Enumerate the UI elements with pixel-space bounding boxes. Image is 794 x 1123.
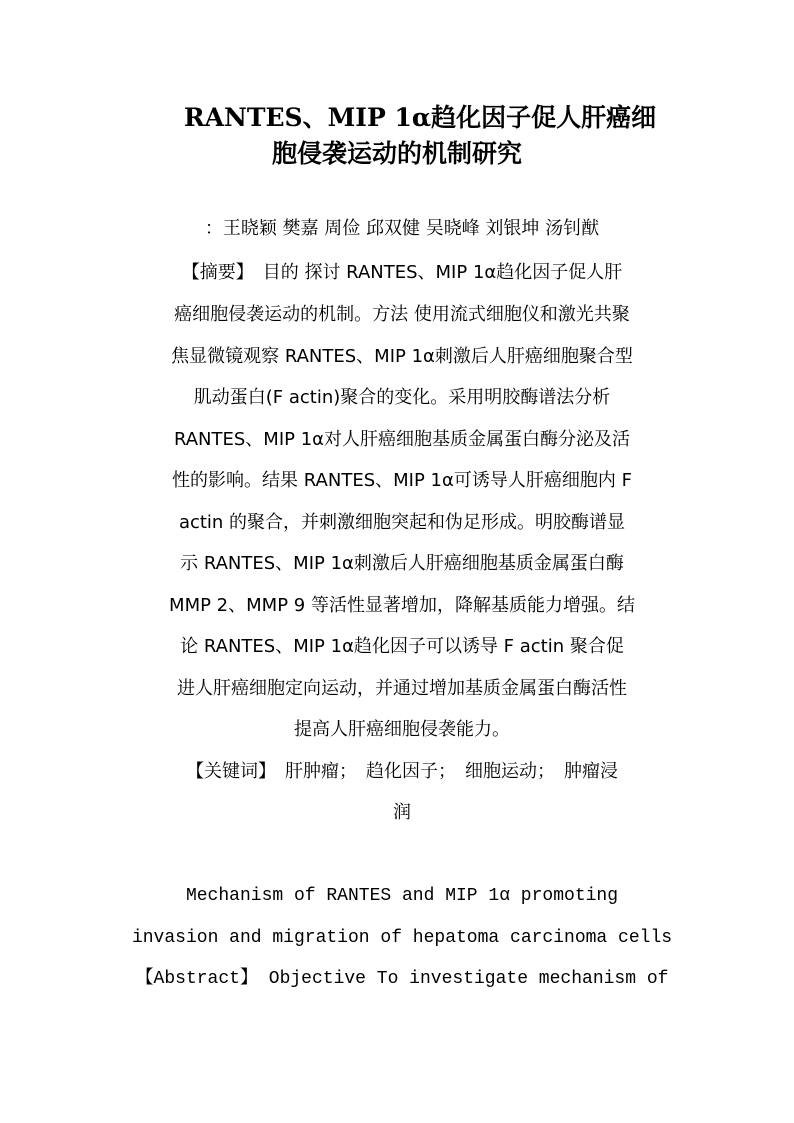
abstract-line: 性的影响。结果 RANTES、MIP 1α可诱导人肝癌细胞内 F (172, 470, 632, 491)
abstract-line: 提高人肝癌细胞侵袭能力。 (294, 719, 510, 740)
abstract-line: 焦显微镜观察 RANTES、MIP 1α刺激后人肝癌细胞聚合型 (171, 346, 633, 367)
document-title-line-2: 胞侵袭运动的机制研究 (271, 139, 522, 168)
abstract-line: 进人肝癌细胞定向运动，并通过增加基质金属蛋白酶活性 (177, 678, 627, 699)
document-title-line-1: RANTES、MIP 1α趋化因子促人肝癌细 (183, 103, 657, 132)
abstract-line: 癌细胞侵袭运动的机制。方法 使用流式细胞仪和激光共聚 (174, 304, 630, 325)
english-title-line: Mechanism of RANTES and MIP 1α promoting (185, 886, 619, 906)
english-abstract-line: 【Abstract】 Objective To investigate mechanism of (135, 969, 669, 989)
author-list: ：王晓颖 樊嘉 周俭 邱双健 吴晓峰 刘银坤 汤钊猷 (204, 218, 600, 239)
abstract-line: MMP 2、MMP 9 等活性显著增加，降解基质能力增强。结 (169, 595, 635, 616)
keywords-line: 润 (393, 802, 411, 823)
abstract-line: 【摘要】 目的 探讨 RANTES、MIP 1α趋化因子促人肝 (181, 262, 623, 283)
keywords-line: 【关键词】 肝肿瘤； 趋化因子； 细胞运动； 肿瘤浸 (186, 761, 618, 782)
abstract-line: 肌动蛋白(F actin)聚合的变化。采用明胶酶谱法分析 (193, 387, 611, 408)
abstract-line: 示 RANTES、MIP 1α刺激后人肝癌细胞基质金属蛋白酶 (180, 553, 624, 574)
abstract-line: actin 的聚合，并刺激细胞突起和伪足形成。明胶酶谱显 (178, 512, 626, 533)
abstract-line: 论 RANTES、MIP 1α趋化因子可以诱导 F actin 聚合促 (180, 636, 624, 657)
english-title-line: invasion and migration of hepatoma carcinoma cells (131, 928, 673, 948)
abstract-line: RANTES、MIP 1α对人肝癌细胞基质金属蛋白酶分泌及活 (173, 429, 631, 450)
